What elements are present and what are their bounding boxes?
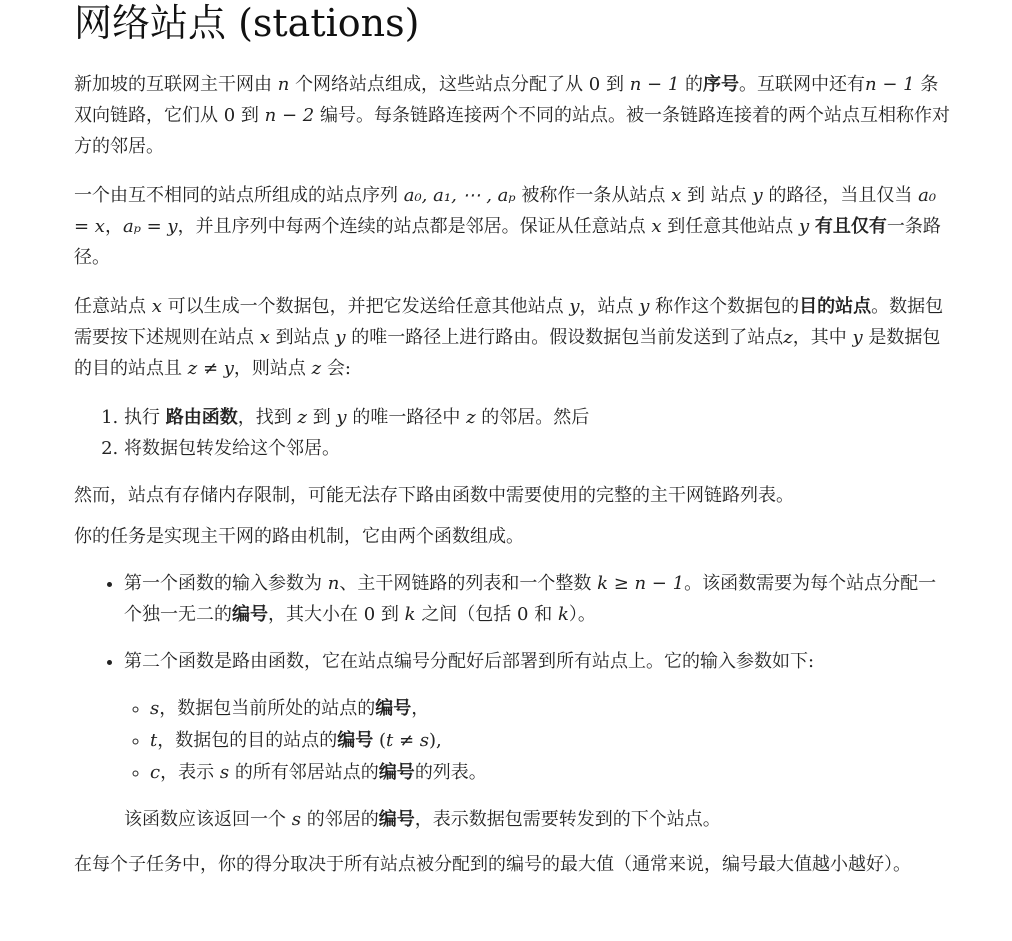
- math-z: z: [311, 358, 322, 379]
- text: ，站点: [579, 296, 634, 317]
- text: ，: [104, 216, 123, 237]
- paragraph-task: 你的任务是实现主干网的路由机制，它由两个函数组成。: [74, 526, 524, 547]
- text: ，找到: [237, 407, 292, 428]
- bold-term-label: 编号: [232, 604, 268, 625]
- text: ）。: [568, 604, 596, 625]
- list-item: [124, 646, 952, 788]
- text: 会:: [326, 358, 351, 379]
- math-y: y: [852, 327, 863, 348]
- bold-term-label: 编号: [375, 698, 412, 719]
- math-z-neq-y: z ≠ y: [187, 358, 234, 379]
- text: 到站点: [275, 327, 330, 348]
- math-y: y: [798, 216, 810, 237]
- text: 。互联网中还有: [739, 74, 866, 95]
- text: 之间（包括: [421, 604, 512, 625]
- paragraph-scoring: 在每个子任务中，你的得分取决于所有站点被分配到的编号的最大值（通常来说，编号最大值越小越好）。: [74, 854, 911, 875]
- bold-term-unique: 有且仅有: [814, 216, 887, 237]
- math-y: y: [569, 296, 580, 317]
- list-item: [124, 568, 952, 630]
- math-sequence: a₀, a₁, ⋯ , aₚ: [403, 185, 516, 206]
- paragraph-memory: 然而，站点有存储内存限制，可能无法存下路由函数中需要使用的完整的主干网链路列表。: [74, 485, 794, 506]
- math-s: s: [291, 809, 301, 830]
- text: 个网络站点组成，这些站点分配了从: [295, 74, 584, 95]
- text: 和: [534, 604, 553, 625]
- text: (: [373, 730, 386, 751]
- list-item: [150, 725, 952, 756]
- text: 条双向链路，它们从: [74, 74, 939, 126]
- text: 任意站点: [74, 296, 146, 317]
- math-n: n: [277, 74, 290, 95]
- math-k: k: [404, 604, 416, 625]
- text: ，并且序列中每两个连续的站点都是邻居。保证从任意站点: [177, 216, 646, 237]
- text: 可以生成一个数据包，并把它发送给任意其他站点: [167, 296, 564, 317]
- math-t-neq-s: t ≠ s: [385, 730, 429, 751]
- text: 、主干网链路的列表和一个整数: [339, 573, 592, 594]
- text: 的所有邻居站点的: [234, 762, 379, 783]
- text: ，表示: [160, 762, 215, 783]
- text: 一个由互不相同的站点所组成的站点序列: [74, 185, 398, 206]
- math-n: n: [327, 573, 340, 594]
- math-zero: 0: [517, 604, 529, 625]
- bold-term-label: 编号: [378, 809, 415, 830]
- math-y: y: [335, 327, 346, 348]
- text: ，数据包的目的站点的: [157, 730, 338, 751]
- bold-term-label: 编号: [378, 762, 415, 783]
- math-ap-eq-y: aₚ = y: [122, 216, 178, 237]
- text: 的列表。: [414, 762, 487, 783]
- math-n-minus-1: n − 1: [629, 74, 680, 95]
- text: ，表示数据包需要转发到的下个站点。: [414, 809, 721, 830]
- text: 称作这个数据包的: [655, 296, 800, 317]
- text: 到: [380, 604, 399, 625]
- list-item: [124, 402, 952, 433]
- text: 第一个函数的输入参数为: [124, 573, 322, 594]
- text: 到 站点: [686, 185, 747, 206]
- math-x: x: [151, 296, 162, 317]
- text: 的邻居。然后: [481, 407, 590, 428]
- list-item: [150, 757, 952, 788]
- math-zero: 0: [363, 604, 376, 625]
- text: 的邻居的: [306, 809, 379, 830]
- math-a0-eq-x: a₀ = x: [74, 185, 937, 237]
- text: 到: [240, 105, 259, 126]
- bold-term-destination: 目的站点: [799, 296, 872, 317]
- text: 是数据包的目的站点且: [74, 327, 941, 379]
- text: 到: [312, 407, 331, 428]
- text: 的: [685, 74, 704, 95]
- text: 被称作一条从站点: [521, 185, 666, 206]
- math-n-minus-2: n − 2: [264, 105, 315, 126]
- list-item: [124, 433, 952, 464]
- bold-term-routing-function: 路由函数: [165, 407, 238, 428]
- text: 的唯一路径上进行路由。假设数据包当前发送到了站点: [351, 327, 784, 348]
- math-t: t: [150, 730, 158, 751]
- paragraph-return: [74, 804, 952, 835]
- math-k-geq: k ≥ n − 1: [597, 573, 685, 594]
- math-z: z: [783, 327, 793, 348]
- routing-steps: [74, 402, 952, 464]
- text: 到任意其他站点: [667, 216, 794, 237]
- text: ，: [411, 698, 430, 719]
- paragraph-backbone: [74, 69, 952, 162]
- paragraph-routing: [74, 291, 952, 384]
- text: 。该函数需要为每个站点分配一个独一无二的: [124, 573, 937, 625]
- text: 的路径，当且仅当: [768, 185, 913, 206]
- text: ，其中: [792, 327, 847, 348]
- math-c: c: [150, 762, 161, 783]
- text: 编号。每条链路连接两个不同的站点。被一条链路连接着的两个站点互相称作对方的邻居。: [74, 105, 950, 157]
- text: 第二个函数是路由函数，它在站点编号分配好后部署到所有站点上。它的输入参数如下:: [124, 651, 815, 672]
- text: 该函数应该返回一个: [124, 809, 286, 830]
- list-item: [150, 693, 952, 724]
- param-list: [124, 693, 952, 788]
- text: 一条路径。: [74, 216, 941, 268]
- bold-term-index: 序号: [703, 74, 740, 95]
- math-zero: 0: [588, 74, 601, 95]
- text: ，则站点: [233, 358, 306, 379]
- function-list: [74, 568, 952, 788]
- math-s: s: [219, 762, 230, 783]
- math-zero: 0: [223, 105, 236, 126]
- text: ，数据包当前所处的站点的: [159, 698, 376, 719]
- math-x: x: [671, 185, 682, 206]
- paragraph-path: [74, 180, 952, 273]
- text: 将数据包转发给这个邻居。: [124, 438, 340, 459]
- math-x: x: [651, 216, 662, 237]
- math-y: y: [752, 185, 763, 206]
- text: 新加坡的互联网主干网由: [74, 74, 272, 95]
- text: 执行: [124, 407, 160, 428]
- text: 。数据包需要按下述规则在站点: [74, 296, 944, 348]
- math-k: k: [557, 604, 569, 625]
- math-z: z: [466, 407, 476, 428]
- math-x: x: [259, 327, 270, 348]
- bold-term-label: 编号: [337, 730, 374, 751]
- math-y: y: [639, 296, 650, 317]
- text: ),: [428, 730, 442, 751]
- math-z: z: [297, 407, 307, 428]
- text: 的唯一路径中: [352, 407, 461, 428]
- text: 到: [605, 74, 624, 95]
- page-title: 网络站点 (stations): [74, 1, 420, 45]
- math-y: y: [336, 407, 347, 428]
- math-s: s: [150, 698, 160, 719]
- math-n-minus-1: n − 1: [865, 74, 915, 95]
- text: ，其大小在: [268, 604, 358, 625]
